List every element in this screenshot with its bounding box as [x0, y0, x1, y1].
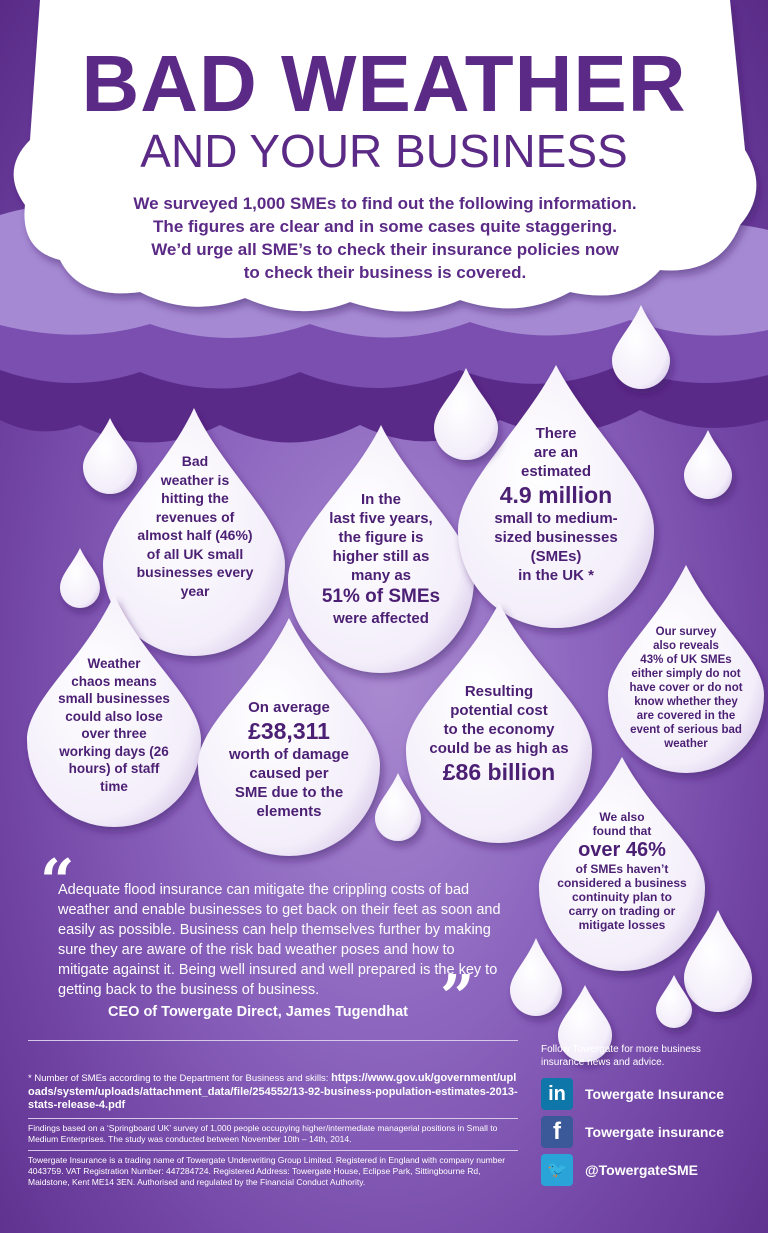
drop-text-damage: On average £38,311 worth of damage caused per SME due to the elements: [228, 699, 349, 820]
footer-divider-2: [28, 1118, 518, 1119]
social-intro: Follow Towergate for more business insurance news and advice.: [541, 1044, 701, 1068]
footer-divider: [28, 1040, 518, 1041]
twitter-label[interactable]: @TowergateSME: [585, 1162, 698, 1178]
drop-text-revenue: Bad weather is hitting the revenues of almost half (46%) of all UK small businesses every year: [136, 453, 254, 599]
page-subtitle: AND YOUR BUSINESS: [140, 125, 628, 177]
close-quote-mark: ”: [440, 963, 475, 1033]
social-facebook[interactable]: [541, 1116, 724, 1148]
drop-text-cover: Our survey also reveals 43% of UK SMEs either simply do not have cover or do not know whether they are covered in the event of serious bad weather: [629, 626, 743, 750]
quote-author: CEO of Towergate Direct, James Tugendhat: [108, 1004, 408, 1020]
drop-text-five-years: In the last five years, the figure is higher still as many as 51% of SMEs were affected: [321, 491, 441, 627]
quote-text: Adequate flood insurance can mitigate the crippling costs of bad weather and enable businesses to get back on their feet as soon and easily as possible. Business can help themselves further by making sure they are aware of the risk bad weather poses and how to mitigate against it. Being well insured and well prepared is the key to getting back to the business of business.: [58, 882, 501, 998]
facebook-icon[interactable]: f: [541, 1116, 573, 1148]
footnote-legal: Towergate Insurance is a trading name of Towergate Underwriting Group Limited. Registered in England with company number 4043759. VAT Registration Number: 447284724. Registered Address: Towergate House, Eclipse Park, Sittingbourne Rd, Maidstone, Kent ME14 3EN. Authorised and regulated by the Financial Conduct Authority.: [28, 1155, 506, 1187]
intro-text: We surveyed 1,000 SMEs to find out the following information. The figures are clear and in some cases quite staggering. We’d urge all SME’s to check their insurance policies now to check their business is covered.: [133, 194, 637, 282]
source-link[interactable]: https://www.gov.uk/government/uploads/system/uploads/attachment_data/file/254552/13-92-business-population-estimates-2013-stats-release-4.pdf: [28, 1072, 518, 1111]
footnote-sme-source: * Number of SMEs according to the Department for Business and skills: https://www.gov.uk/government/uploads/system/uploads/attachment_data/file/254552/13-92-business-population-estimates-2013-stats-release-4.pdf: [28, 1072, 518, 1111]
drop-text-chaos: Weather chaos means small businesses could also lose over three working days (26 hours) of staff time: [58, 656, 170, 794]
linkedin-icon[interactable]: in: [541, 1078, 573, 1110]
twitter-icon[interactable]: 🐦: [541, 1154, 573, 1186]
footer-divider-3: [28, 1150, 518, 1151]
linkedin-label[interactable]: Towergate Insurance: [585, 1086, 725, 1102]
drop-text-estimated: There are an estimated 4.9 million small to medium- sized businesses (SMEs) in the UK *: [494, 425, 618, 584]
social-linkedin[interactable]: [541, 1078, 724, 1110]
drop-text-cost: Resulting potential cost to the economy could be as high as £86 billion: [429, 683, 569, 785]
page-title: BAD WEATHER: [81, 39, 687, 128]
facebook-label[interactable]: Towergate insurance: [585, 1124, 725, 1140]
drop-text-continuity: We also found that over 46% of SMEs haven’t considered a business continuity plan to carry on trading or mitigate losses: [557, 810, 687, 932]
social-twitter[interactable]: [541, 1154, 698, 1186]
open-quote-mark: “: [40, 847, 75, 917]
footnote-survey: Findings based on a ‘Springboard UK’ survey of 1,000 people occupying higher/intermediate managerial positions in Small to Medium Enterprises. The study was conducted between November 10th – 14th, 2014.: [28, 1123, 498, 1144]
